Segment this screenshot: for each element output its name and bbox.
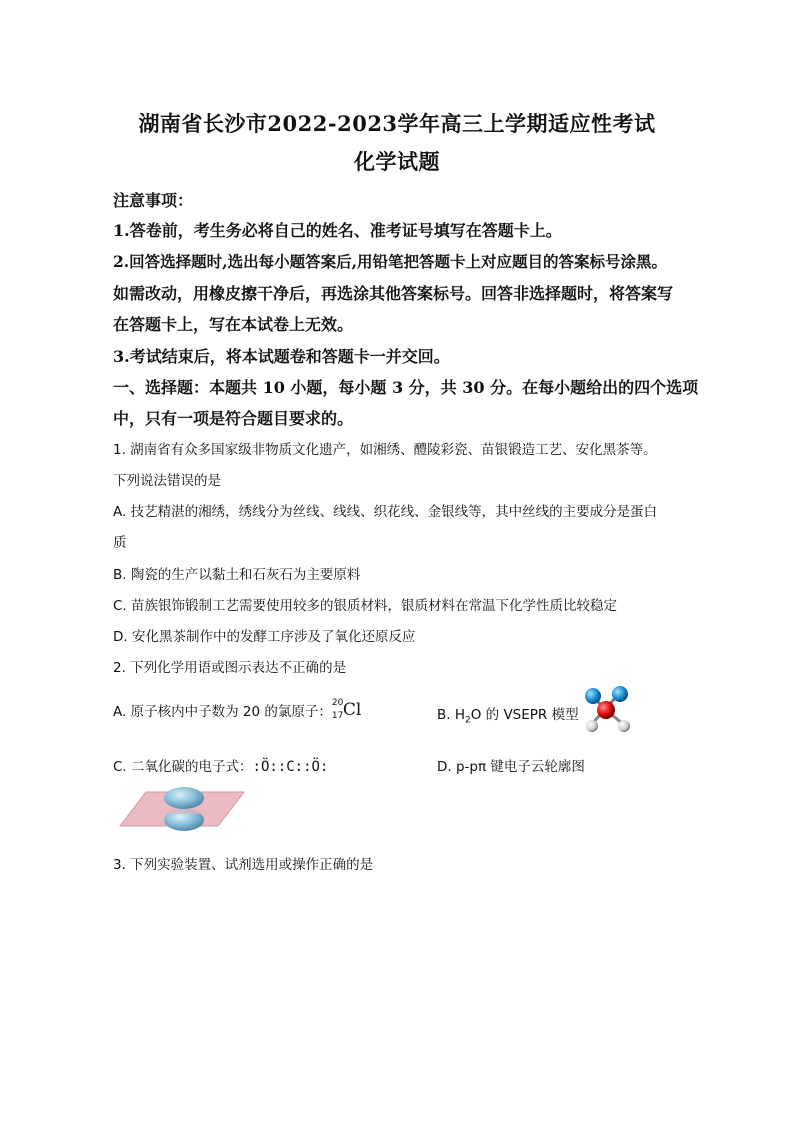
notice-item-3: 3.考试结束后，将本试题卷和答题卡一并交回。 xyxy=(113,347,450,366)
section-1-line-1: 一、选择题：本题共 10 小题，每小题 3 分，共 30 分。在每小题给出的四个选项 xyxy=(113,378,699,397)
q2-option-c xyxy=(113,755,328,775)
section-1-line-2: 中，只有一项是符合题目要求的。 xyxy=(113,409,354,428)
q1-stem-line-1: 1. 湖南省有众多国家级非物质文化遗产，如湘绣、醴陵彩瓷、苗银锻造工艺、安化黑茶等。 xyxy=(113,442,657,458)
q2-option-d: D. p-pπ 键电子云轮廓图 xyxy=(437,759,585,775)
p-p-pi-bond-orbital-image xyxy=(118,784,246,840)
q2-option-b-text-pre: B. H xyxy=(437,707,465,723)
notice-item-2-line-1: 2.回答选择题时,选出每小题答案后,用铅笔把答题卡上对应题目的答案标号涂黑。 xyxy=(113,252,667,271)
exam-title: 湖南省长沙市2022-2023学年高三上学期适应性考试 xyxy=(138,111,656,136)
q1-stem-line-2: 下列说法错误的是 xyxy=(113,473,221,489)
q2-option-a xyxy=(113,700,360,724)
exam-subtitle: 化学试题 xyxy=(354,149,440,174)
chlorine-isotope xyxy=(332,700,360,724)
atomic-number: 17 xyxy=(331,711,344,721)
q2-option-b xyxy=(437,703,579,726)
q2-option-b-text-post: O 的 VSEPR 模型 xyxy=(470,707,579,723)
q2-option-b-subscript: 2 xyxy=(465,715,471,726)
notice-item-2-line-3: 在答题卡上，写在本试卷上无效。 xyxy=(113,315,354,334)
notice-item-2-line-2: 如需改动，用橡皮擦干净后，再选涂其他答案标号。回答非选择题时，将答案写 xyxy=(113,284,674,303)
q1-option-c: C. 苗族银饰锻制工艺需要使用较多的银质材料，银质材料在常温下化学性质比较稳定 xyxy=(113,598,618,614)
co2-electron-formula: :Ö::C::Ö: xyxy=(252,759,329,775)
q3-stem: 3. 下列实验装置、试剂选用或操作正确的是 xyxy=(113,857,374,873)
q1-option-d: D. 安化黑茶制作中的发酵工序涉及了氧化还原反应 xyxy=(113,629,416,645)
q1-option-b: B. 陶瓷的生产以黏土和石灰石为主要原料 xyxy=(113,567,361,583)
q2-option-a-text: A. 原子核内中子数为 20 的氯原子： xyxy=(113,704,332,720)
mass-number: 20 xyxy=(331,698,344,708)
q2-option-c-text: C. 二氧化碳的电子式： xyxy=(113,759,253,775)
notice-heading: 注意事项： xyxy=(113,191,194,210)
element-symbol: Cl xyxy=(342,700,362,720)
vsepr-model-image xyxy=(580,684,636,736)
q2-stem: 2. 下列化学用语或图示表达不正确的是 xyxy=(113,660,347,676)
notice-item-1: 1.答卷前，考生务必将自己的姓名、准考证号填写在答题卡上。 xyxy=(113,221,562,240)
q1-option-a-line-2: 质 xyxy=(113,535,127,551)
q1-option-a-line-1: A. 技艺精湛的湘绣，绣线分为丝线、线线、织花线、金银线等，其中丝线的主要成分是蛋白 xyxy=(113,504,658,520)
